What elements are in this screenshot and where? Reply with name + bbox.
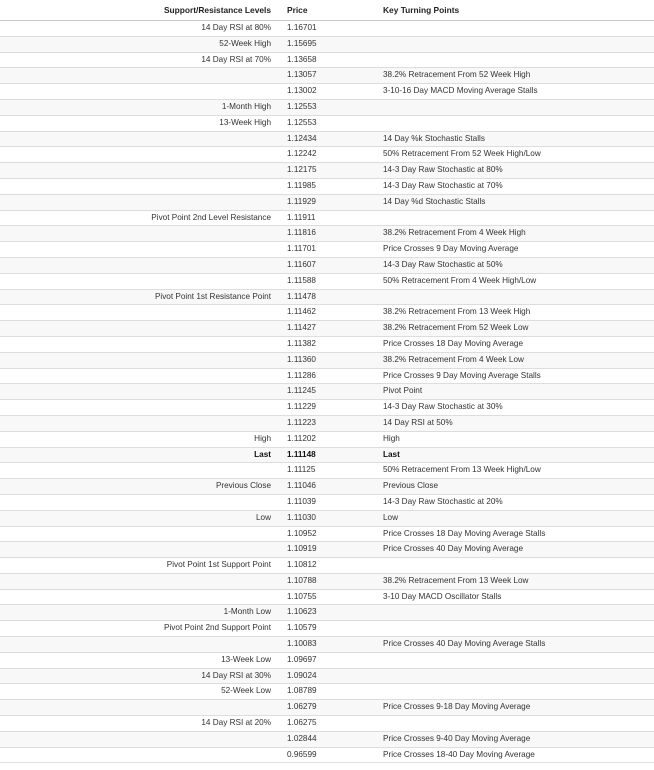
table-row: [0, 589, 654, 605]
table-row: [0, 573, 654, 589]
price-cell: 1.11148: [277, 447, 375, 463]
turning-point-cell: 14-3 Day Raw Stochastic at 30%: [375, 400, 654, 416]
level-cell: [0, 163, 277, 179]
table-row: [0, 637, 654, 653]
price-cell: 1.11588: [277, 273, 375, 289]
price-cell: 1.11816: [277, 226, 375, 242]
table-row: [0, 99, 654, 115]
turning-point-cell: 38.2% Retracement From 4 Week Low: [375, 352, 654, 368]
price-cell: 1.06279: [277, 700, 375, 716]
price-cell: 1.11229: [277, 400, 375, 416]
table-row: [0, 479, 654, 495]
level-cell: High: [0, 431, 277, 447]
level-cell: Pivot Point 1st Resistance Point: [0, 289, 277, 305]
price-cell: 1.11360: [277, 352, 375, 368]
price-cell: 1.13002: [277, 84, 375, 100]
table-row: [0, 84, 654, 100]
price-cell: 1.11286: [277, 368, 375, 384]
table-row: [0, 368, 654, 384]
level-cell: Pivot Point 1st Support Point: [0, 558, 277, 574]
turning-point-cell: [375, 558, 654, 574]
turning-point-cell: 14-3 Day Raw Stochastic at 70%: [375, 178, 654, 194]
table-row: [0, 431, 654, 447]
level-cell: 13-Week Low: [0, 652, 277, 668]
turning-point-cell: [375, 289, 654, 305]
level-cell: 14 Day RSI at 70%: [0, 52, 277, 68]
price-cell: 1.11701: [277, 242, 375, 258]
level-cell: [0, 68, 277, 84]
level-cell: 14 Day RSI at 20%: [0, 716, 277, 732]
table-row: [0, 510, 654, 526]
turning-point-cell: 38.2% Retracement From 52 Week High: [375, 68, 654, 84]
price-cell: 1.11125: [277, 463, 375, 479]
table-row: [0, 716, 654, 732]
level-cell: [0, 352, 277, 368]
table-row: [0, 336, 654, 352]
column-header-levels: Support/Resistance Levels: [0, 0, 277, 21]
table-row: [0, 210, 654, 226]
price-cell: 1.11382: [277, 336, 375, 352]
price-cell: 1.15695: [277, 36, 375, 52]
price-cell: 1.11462: [277, 305, 375, 321]
price-cell: 1.11039: [277, 494, 375, 510]
price-cell: 1.11245: [277, 384, 375, 400]
turning-point-cell: High: [375, 431, 654, 447]
price-cell: 1.10083: [277, 637, 375, 653]
turning-point-cell: 14 Day RSI at 50%: [375, 415, 654, 431]
table-row: [0, 242, 654, 258]
level-cell: [0, 400, 277, 416]
table-row: [0, 194, 654, 210]
price-cell: 1.08789: [277, 684, 375, 700]
turning-point-cell: 3-10-16 Day MACD Moving Average Stalls: [375, 84, 654, 100]
price-cell: 1.13658: [277, 52, 375, 68]
turning-point-cell: [375, 21, 654, 37]
level-cell: 52-Week Low: [0, 684, 277, 700]
level-cell: 13-Week High: [0, 115, 277, 131]
level-cell: [0, 573, 277, 589]
price-cell: 1.10812: [277, 558, 375, 574]
level-cell: [0, 700, 277, 716]
price-cell: 1.12175: [277, 163, 375, 179]
table-row: [0, 668, 654, 684]
level-cell: [0, 589, 277, 605]
turning-point-cell: Previous Close: [375, 479, 654, 495]
price-cell: 1.12553: [277, 99, 375, 115]
turning-point-cell: Price Crosses 9 Day Moving Average: [375, 242, 654, 258]
turning-point-cell: [375, 684, 654, 700]
level-cell: [0, 226, 277, 242]
level-cell: [0, 368, 277, 384]
table-row: [0, 747, 654, 763]
turning-point-cell: [375, 210, 654, 226]
table-row: [0, 652, 654, 668]
turning-point-cell: Price Crosses 40 Day Moving Average Stalls: [375, 637, 654, 653]
table-row: [0, 384, 654, 400]
table-row: [0, 163, 654, 179]
turning-point-cell: Last: [375, 447, 654, 463]
level-cell: [0, 463, 277, 479]
level-cell: [0, 84, 277, 100]
table-row: [0, 147, 654, 163]
table-row: [0, 463, 654, 479]
table-row: [0, 305, 654, 321]
table-body: [0, 21, 654, 763]
table-row: [0, 68, 654, 84]
turning-point-cell: 50% Retracement From 13 Week High/Low: [375, 463, 654, 479]
level-cell: [0, 731, 277, 747]
column-header-price: Price: [277, 0, 375, 21]
price-cell: 1.11046: [277, 479, 375, 495]
turning-point-cell: 38.2% Retracement From 13 Week High: [375, 305, 654, 321]
level-cell: [0, 526, 277, 542]
level-cell: 52-Week High: [0, 36, 277, 52]
level-cell: [0, 336, 277, 352]
table-row: [0, 115, 654, 131]
price-cell: 1.16701: [277, 21, 375, 37]
table-row: [0, 36, 654, 52]
turning-point-cell: Price Crosses 40 Day Moving Average: [375, 542, 654, 558]
price-cell: 1.10755: [277, 589, 375, 605]
level-cell: [0, 494, 277, 510]
table-row: [0, 621, 654, 637]
table-row: [0, 684, 654, 700]
turning-point-cell: [375, 99, 654, 115]
turning-point-cell: [375, 36, 654, 52]
price-cell: 1.10952: [277, 526, 375, 542]
level-cell: 14 Day RSI at 30%: [0, 668, 277, 684]
turning-point-cell: 14-3 Day Raw Stochastic at 20%: [375, 494, 654, 510]
price-cell: 1.13057: [277, 68, 375, 84]
level-cell: Pivot Point 2nd Level Resistance: [0, 210, 277, 226]
price-cell: 1.12434: [277, 131, 375, 147]
table-row: [0, 52, 654, 68]
table-row: [0, 731, 654, 747]
price-cell: 1.11202: [277, 431, 375, 447]
level-cell: Last: [0, 447, 277, 463]
price-cell: 1.11607: [277, 257, 375, 273]
level-cell: Low: [0, 510, 277, 526]
turning-point-cell: 38.2% Retracement From 52 Week Low: [375, 321, 654, 337]
turning-point-cell: [375, 52, 654, 68]
table-row: [0, 700, 654, 716]
table-row: [0, 400, 654, 416]
price-cell: 1.11427: [277, 321, 375, 337]
level-cell: [0, 147, 277, 163]
level-cell: Pivot Point 2nd Support Point: [0, 621, 277, 637]
turning-point-cell: Pivot Point: [375, 384, 654, 400]
turning-point-cell: Price Crosses 18-40 Day Moving Average: [375, 747, 654, 763]
level-cell: [0, 242, 277, 258]
table-row: [0, 605, 654, 621]
price-cell: 1.11985: [277, 178, 375, 194]
price-cell: 1.10788: [277, 573, 375, 589]
level-cell: [0, 273, 277, 289]
turning-point-cell: 38.2% Retracement From 4 Week High: [375, 226, 654, 242]
level-cell: [0, 637, 277, 653]
level-cell: [0, 131, 277, 147]
price-cell: 1.11911: [277, 210, 375, 226]
turning-point-cell: [375, 668, 654, 684]
level-cell: [0, 321, 277, 337]
table-row: [0, 415, 654, 431]
turning-point-cell: 14 Day %d Stochastic Stalls: [375, 194, 654, 210]
table-row: [0, 494, 654, 510]
price-cell: 1.12553: [277, 115, 375, 131]
price-cell: 0.96599: [277, 747, 375, 763]
turning-point-cell: 14 Day %k Stochastic Stalls: [375, 131, 654, 147]
table-header: [0, 0, 654, 21]
turning-point-cell: 38.2% Retracement From 13 Week Low: [375, 573, 654, 589]
level-cell: [0, 178, 277, 194]
column-header-turning-points: Key Turning Points: [375, 0, 654, 21]
turning-point-cell: [375, 605, 654, 621]
level-cell: 14 Day RSI at 80%: [0, 21, 277, 37]
level-cell: 1-Month Low: [0, 605, 277, 621]
turning-point-cell: 50% Retracement From 52 Week High/Low: [375, 147, 654, 163]
table-row: [0, 226, 654, 242]
turning-point-cell: Low: [375, 510, 654, 526]
table-row: [0, 21, 654, 37]
level-cell: [0, 305, 277, 321]
turning-point-cell: Price Crosses 9-40 Day Moving Average: [375, 731, 654, 747]
table-row: [0, 131, 654, 147]
turning-point-cell: Price Crosses 9 Day Moving Average Stalls: [375, 368, 654, 384]
turning-point-cell: 14-3 Day Raw Stochastic at 80%: [375, 163, 654, 179]
level-cell: [0, 194, 277, 210]
level-cell: Previous Close: [0, 479, 277, 495]
turning-point-cell: 50% Retracement From 4 Week High/Low: [375, 273, 654, 289]
price-cell: 1.11478: [277, 289, 375, 305]
turning-point-cell: Price Crosses 9-18 Day Moving Average: [375, 700, 654, 716]
price-cell: 1.11223: [277, 415, 375, 431]
table-row: [0, 526, 654, 542]
turning-point-cell: Price Crosses 18 Day Moving Average: [375, 336, 654, 352]
price-cell: 1.09697: [277, 652, 375, 668]
table-row: [0, 447, 654, 463]
price-cell: 1.06275: [277, 716, 375, 732]
table-row: [0, 352, 654, 368]
level-cell: [0, 747, 277, 763]
turning-point-cell: 14-3 Day Raw Stochastic at 50%: [375, 257, 654, 273]
turning-point-cell: [375, 621, 654, 637]
price-cell: 1.12242: [277, 147, 375, 163]
level-cell: [0, 257, 277, 273]
turning-point-cell: 3-10 Day MACD Oscillator Stalls: [375, 589, 654, 605]
header-row: [0, 0, 654, 21]
level-cell: [0, 415, 277, 431]
turning-point-cell: [375, 716, 654, 732]
level-cell: [0, 542, 277, 558]
price-cell: 1.11929: [277, 194, 375, 210]
level-cell: 1-Month High: [0, 99, 277, 115]
price-cell: 1.11030: [277, 510, 375, 526]
price-cell: 1.02844: [277, 731, 375, 747]
table-row: [0, 257, 654, 273]
table-row: [0, 178, 654, 194]
price-cell: 1.09024: [277, 668, 375, 684]
turning-point-cell: [375, 115, 654, 131]
turning-point-cell: Price Crosses 18 Day Moving Average Stalls: [375, 526, 654, 542]
table-row: [0, 273, 654, 289]
table-row: [0, 542, 654, 558]
level-cell: [0, 384, 277, 400]
price-cell: 1.10623: [277, 605, 375, 621]
price-cell: 1.10919: [277, 542, 375, 558]
table-row: [0, 289, 654, 305]
price-cell: 1.10579: [277, 621, 375, 637]
table-row: [0, 321, 654, 337]
table-row: [0, 558, 654, 574]
turning-point-cell: [375, 652, 654, 668]
